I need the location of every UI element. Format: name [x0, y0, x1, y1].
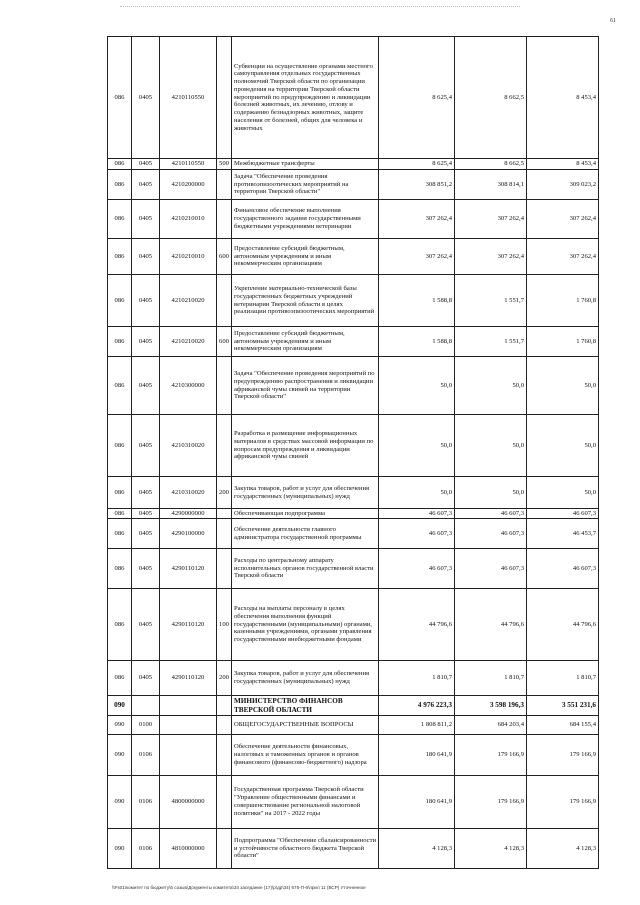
cell-rz: 0106	[132, 735, 160, 776]
cell-rz: 0405	[132, 170, 160, 200]
cell-value-2: 50,0	[455, 477, 527, 509]
cell-value-2: 1 551,7	[455, 327, 527, 357]
budget-table	[107, 36, 599, 869]
cell-gr: 086	[108, 415, 132, 477]
cell-value-1: 180 641,9	[379, 776, 455, 829]
cell-value-3: 3 551 231,6	[527, 696, 599, 716]
cell-vr	[217, 776, 232, 829]
cell-value-3: 179 166,9	[527, 735, 599, 776]
cell-rz: 0405	[132, 589, 160, 661]
cell-vr	[217, 696, 232, 716]
table-row	[108, 357, 599, 415]
cell-gr: 090	[108, 829, 132, 869]
cell-value-3: 1 760,8	[527, 275, 599, 327]
cell-rz: 0405	[132, 200, 160, 239]
cell-rz: 0405	[132, 477, 160, 509]
file-path-footer: \\Fs01\комитет по бюджету\6 созыв\Документы комитета\34 заседание (17)\р\др\34) 675-П-6\прил 11 (ВСР) Уточненное	[112, 885, 366, 890]
cell-vr	[217, 519, 232, 549]
cell-value-1: 307 262,4	[379, 239, 455, 275]
cell-name: Расходы по центральному аппарату исполнительных органов государственной власти Тверской области	[232, 549, 379, 589]
cell-gr: 086	[108, 357, 132, 415]
cell-name: ОБЩЕГОСУДАРСТВЕННЫЕ ВОПРОСЫ	[232, 716, 379, 735]
cell-rz: 0405	[132, 549, 160, 589]
cell-value-2: 4 128,3	[455, 829, 527, 869]
cell-value-1: 44 796,6	[379, 589, 455, 661]
cell-csr: 4290000000	[160, 509, 217, 519]
cell-value-1: 1 588,8	[379, 275, 455, 327]
cell-value-1: 4 976 223,3	[379, 696, 455, 716]
cell-vr: 600	[217, 239, 232, 275]
table-row	[108, 275, 599, 327]
cell-rz: 0405	[132, 159, 160, 170]
cell-vr	[217, 735, 232, 776]
cell-value-1: 8 625,4	[379, 159, 455, 170]
cell-rz: 0405	[132, 415, 160, 477]
cell-name: Предоставление субсидий бюджетным, автономным учреждениям и иным некоммерческим организациям	[232, 239, 379, 275]
cell-csr: 4290110120	[160, 549, 217, 589]
cell-value-2: 1 551,7	[455, 275, 527, 327]
cell-rz: 0405	[132, 239, 160, 275]
cell-value-1: 46 607,3	[379, 549, 455, 589]
table-row	[108, 716, 599, 735]
cell-csr: 4210200000	[160, 170, 217, 200]
cell-value-3: 44 796,6	[527, 589, 599, 661]
cell-value-1: 180 641,9	[379, 735, 455, 776]
cell-csr: 4800000000	[160, 776, 217, 829]
cell-value-2: 46 607,3	[455, 509, 527, 519]
cell-name: Закупка товаров, работ и услуг для обеспечения государственных (муниципальных) нужд	[232, 661, 379, 696]
table-row	[108, 239, 599, 275]
table-row	[108, 159, 599, 170]
page-number: 61	[610, 18, 616, 24]
cell-value-1: 307 262,4	[379, 200, 455, 239]
cell-value-2: 8 662,5	[455, 37, 527, 159]
scan-artifact-line	[120, 6, 520, 8]
cell-value-3: 309 023,2	[527, 170, 599, 200]
cell-rz: 0405	[132, 327, 160, 357]
table-row	[108, 37, 599, 159]
cell-vr	[217, 415, 232, 477]
cell-name: Задача "Обеспечение проведения мероприятий по предупреждению распространения и ликвидации африканской чумы свиней на территории Тверской области"	[232, 357, 379, 415]
cell-csr	[160, 696, 217, 716]
cell-gr: 086	[108, 200, 132, 239]
cell-name: Субвенции на осуществление органами местного самоуправления отдельных государственных полномочий Тверской области по организации проведения на территории Тверской области мероприятий по предупреждению и ликвидации болезней животных, их лечению, отлову и содержанию безнадзорных животных, защите населения от болезней, общих для человека и животных	[232, 37, 379, 159]
cell-value-2: 179 166,9	[455, 776, 527, 829]
cell-rz: 0106	[132, 776, 160, 829]
cell-vr	[217, 170, 232, 200]
table-row	[108, 589, 599, 661]
cell-csr: 4810000000	[160, 829, 217, 869]
table-row	[108, 776, 599, 829]
cell-value-3: 8 453,4	[527, 37, 599, 159]
table-row	[108, 519, 599, 549]
cell-name: Обеспечение деятельности главного администратора государственной программы	[232, 519, 379, 549]
cell-value-1: 1 810,7	[379, 661, 455, 696]
budget-table-body	[108, 37, 599, 869]
cell-rz: 0405	[132, 357, 160, 415]
cell-name: Финансовое обеспечение выполнения государственного задания государственными бюджетными учреждениями ветеринарии	[232, 200, 379, 239]
cell-value-2: 1 810,7	[455, 661, 527, 696]
cell-csr: 4210110550	[160, 159, 217, 170]
cell-value-2: 44 796,6	[455, 589, 527, 661]
cell-gr: 086	[108, 661, 132, 696]
cell-name: Подпрограмма "Обеспечение сбалансированности и устойчивости областного бюджета Тверской области"	[232, 829, 379, 869]
cell-value-1: 50,0	[379, 477, 455, 509]
cell-csr: 4210210020	[160, 327, 217, 357]
cell-csr: 4290110120	[160, 661, 217, 696]
table-row	[108, 735, 599, 776]
cell-value-2: 50,0	[455, 415, 527, 477]
cell-vr: 600	[217, 327, 232, 357]
cell-name: МИНИСТЕРСТВО ФИНАНСОВ ТВЕРСКОЙ ОБЛАСТИ	[232, 696, 379, 716]
cell-value-2: 684 203,4	[455, 716, 527, 735]
cell-csr: 4210210010	[160, 200, 217, 239]
cell-vr	[217, 275, 232, 327]
cell-value-1: 1 808 811,2	[379, 716, 455, 735]
cell-rz: 0405	[132, 661, 160, 696]
cell-csr: 4210310020	[160, 415, 217, 477]
cell-value-3: 684 155,4	[527, 716, 599, 735]
cell-vr	[217, 549, 232, 589]
cell-csr: 4290110120	[160, 589, 217, 661]
cell-csr	[160, 735, 217, 776]
cell-name: Укрепление материально-технической базы государственных бюджетных учреждений ветеринарии Тверской области в целях реализации противоэпизоотических мероприятий	[232, 275, 379, 327]
table-row	[108, 829, 599, 869]
cell-vr	[217, 37, 232, 159]
cell-gr: 086	[108, 549, 132, 589]
cell-value-1: 1 588,8	[379, 327, 455, 357]
cell-rz: 0405	[132, 275, 160, 327]
cell-name: Государственная программа Тверской области "Управление общественными финансами и совершенствование региональной налоговой политики" на 2017 - 2022 годы	[232, 776, 379, 829]
cell-gr: 086	[108, 509, 132, 519]
cell-gr: 090	[108, 696, 132, 716]
table-row	[108, 415, 599, 477]
cell-vr: 100	[217, 589, 232, 661]
cell-name: Закупка товаров, работ и услуг для обеспечения государственных (муниципальных) нужд	[232, 477, 379, 509]
cell-value-2: 3 598 196,3	[455, 696, 527, 716]
cell-csr: 4210300000	[160, 357, 217, 415]
cell-vr: 500	[217, 159, 232, 170]
cell-gr: 090	[108, 776, 132, 829]
cell-gr: 086	[108, 519, 132, 549]
cell-value-2: 46 607,3	[455, 519, 527, 549]
cell-gr: 086	[108, 37, 132, 159]
cell-value-1: 8 625,4	[379, 37, 455, 159]
cell-vr	[217, 509, 232, 519]
cell-name: Обеспечивающая подпрограмма	[232, 509, 379, 519]
cell-vr	[217, 200, 232, 239]
table-row	[108, 327, 599, 357]
cell-value-3: 179 166,9	[527, 776, 599, 829]
cell-value-1: 46 607,3	[379, 509, 455, 519]
cell-name: Предоставление субсидий бюджетным, автономным учреждениям и иным некоммерческим организациям	[232, 327, 379, 357]
cell-name: Межбюджетные трансферты	[232, 159, 379, 170]
cell-value-3: 46 607,3	[527, 509, 599, 519]
cell-value-1: 308 851,2	[379, 170, 455, 200]
cell-value-3: 50,0	[527, 357, 599, 415]
table-row	[108, 170, 599, 200]
cell-value-1: 4 128,3	[379, 829, 455, 869]
cell-vr: 200	[217, 477, 232, 509]
cell-gr: 086	[108, 239, 132, 275]
table-row	[108, 477, 599, 509]
cell-csr: 4210310020	[160, 477, 217, 509]
cell-gr: 090	[108, 716, 132, 735]
cell-value-3: 50,0	[527, 415, 599, 477]
cell-rz: 0100	[132, 716, 160, 735]
cell-csr: 4210210010	[160, 239, 217, 275]
cell-name: Обеспечение деятельности финансовых, налоговых и таможенных органов и органов финансового (финансово-бюджетного) надзора	[232, 735, 379, 776]
table-row	[108, 661, 599, 696]
cell-value-3: 50,0	[527, 477, 599, 509]
cell-csr: 4210110550	[160, 37, 217, 159]
cell-rz: 0405	[132, 509, 160, 519]
cell-value-3: 1 760,8	[527, 327, 599, 357]
cell-gr: 086	[108, 327, 132, 357]
cell-rz: 0405	[132, 37, 160, 159]
cell-value-1: 46 607,3	[379, 519, 455, 549]
cell-vr: 200	[217, 661, 232, 696]
cell-gr: 086	[108, 589, 132, 661]
cell-gr: 090	[108, 735, 132, 776]
cell-value-2: 307 262,4	[455, 200, 527, 239]
cell-vr	[217, 829, 232, 869]
cell-value-2: 50,0	[455, 357, 527, 415]
cell-name: Задача "Обеспечение проведения противоэпизоотических мероприятий на территории Тверской области"	[232, 170, 379, 200]
cell-value-3: 1 810,7	[527, 661, 599, 696]
cell-value-3: 4 128,3	[527, 829, 599, 869]
cell-name: Расходы на выплаты персоналу в целях обеспечения выполнения функций государственными (муниципальными) органами, казенными учреждениями, органами управления государственными внебюджетными фондами	[232, 589, 379, 661]
cell-csr: 4290100000	[160, 519, 217, 549]
cell-vr	[217, 716, 232, 735]
cell-value-3: 46 453,7	[527, 519, 599, 549]
cell-vr	[217, 357, 232, 415]
table-row	[108, 509, 599, 519]
cell-gr: 086	[108, 159, 132, 170]
cell-rz: 0106	[132, 829, 160, 869]
cell-value-3: 307 262,4	[527, 200, 599, 239]
cell-csr	[160, 716, 217, 735]
cell-value-3: 307 262,4	[527, 239, 599, 275]
cell-gr: 086	[108, 275, 132, 327]
cell-rz	[132, 696, 160, 716]
cell-value-1: 50,0	[379, 415, 455, 477]
cell-rz: 0405	[132, 519, 160, 549]
cell-value-1: 50,0	[379, 357, 455, 415]
cell-csr: 4210210020	[160, 275, 217, 327]
cell-gr: 086	[108, 477, 132, 509]
cell-value-2: 8 662,5	[455, 159, 527, 170]
cell-gr: 086	[108, 170, 132, 200]
cell-value-2: 307 262,4	[455, 239, 527, 275]
cell-value-3: 46 607,3	[527, 549, 599, 589]
cell-name: Разработка и размещение информационных материалов в средствах массовой информации по вопросам предупреждения и ликвидации африканской чумы свиней	[232, 415, 379, 477]
table-row	[108, 549, 599, 589]
table-row	[108, 200, 599, 239]
cell-value-2: 308 814,1	[455, 170, 527, 200]
cell-value-3: 8 453,4	[527, 159, 599, 170]
cell-value-2: 46 607,3	[455, 549, 527, 589]
table-row	[108, 696, 599, 716]
cell-value-2: 179 166,9	[455, 735, 527, 776]
